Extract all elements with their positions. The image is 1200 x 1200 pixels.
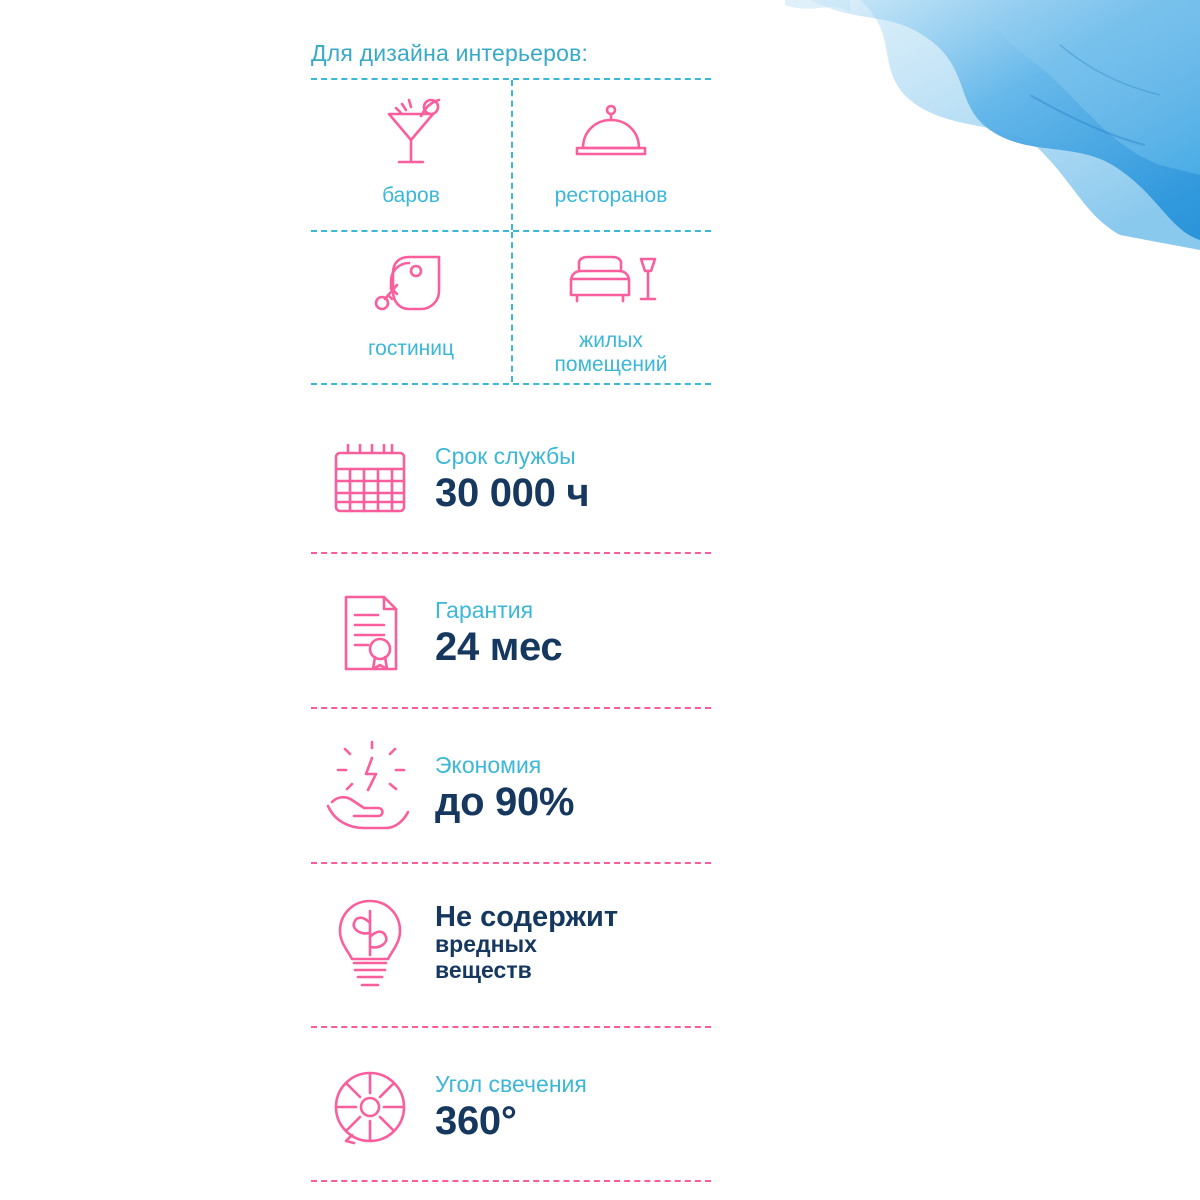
light-angle-icon xyxy=(311,1059,429,1155)
feature-lifetime-text xyxy=(429,444,589,513)
feature-warranty-text xyxy=(429,598,562,667)
feature-eco-text xyxy=(429,902,618,984)
certificate-icon xyxy=(311,585,429,681)
feature-divider-1 xyxy=(311,552,711,554)
feature-eco-value: Не содержит xyxy=(435,901,619,934)
usage-item-restaurants xyxy=(511,88,711,208)
feature-savings-caption: Экономия xyxy=(435,752,542,779)
feature-savings-text xyxy=(429,753,574,822)
feature-eco-sub-line2: веществ xyxy=(435,957,532,984)
feature-lifetime-caption: Срок службы xyxy=(435,443,576,470)
feature-savings xyxy=(311,713,711,863)
feature-warranty-caption: Гарантия xyxy=(435,597,534,624)
feature-lifetime-value: 30 000 ч xyxy=(435,470,590,515)
feature-lifetime xyxy=(311,404,711,554)
feature-savings-value: до 90% xyxy=(435,779,575,824)
feature-warranty-value: 24 мес xyxy=(435,624,563,669)
feature-eco-sub-line1: вредных xyxy=(435,931,537,958)
usage-grid xyxy=(311,78,711,383)
calendar-icon xyxy=(311,431,429,527)
sofa-lamp-icon xyxy=(511,233,711,325)
usage-item-hotels xyxy=(311,241,511,361)
feature-beam-angle-value: 360° xyxy=(435,1098,517,1143)
feature-eco xyxy=(311,868,711,1018)
feature-beam-angle-caption: Угол свечения xyxy=(435,1071,587,1098)
feature-beam-angle xyxy=(311,1032,711,1182)
feature-divider-5 xyxy=(311,1180,711,1182)
page-title: Для дизайна интерьеров: xyxy=(311,40,589,66)
usage-item-living xyxy=(511,233,711,377)
feature-divider-4 xyxy=(311,1026,711,1028)
hotel-key-icon xyxy=(311,241,511,333)
food-cloche-icon xyxy=(511,88,711,180)
feature-divider-3 xyxy=(311,862,711,864)
feature-divider-2 xyxy=(311,707,711,709)
usage-label-living-line1: жилых xyxy=(579,329,643,352)
hand-spark-icon xyxy=(311,740,429,836)
usage-label-restaurants: ресторанов xyxy=(554,184,668,207)
usage-label-bars: баров xyxy=(382,184,440,207)
divider-bottom xyxy=(311,383,711,385)
usage-label-hotels: гостиниц xyxy=(367,337,455,360)
usage-item-bars xyxy=(311,88,511,208)
feature-beam-angle-text xyxy=(429,1072,587,1141)
feature-warranty xyxy=(311,558,711,708)
cocktail-icon xyxy=(311,88,511,180)
usage-label-living-line2: помещений xyxy=(554,353,668,377)
eco-bulb-icon xyxy=(311,893,429,993)
